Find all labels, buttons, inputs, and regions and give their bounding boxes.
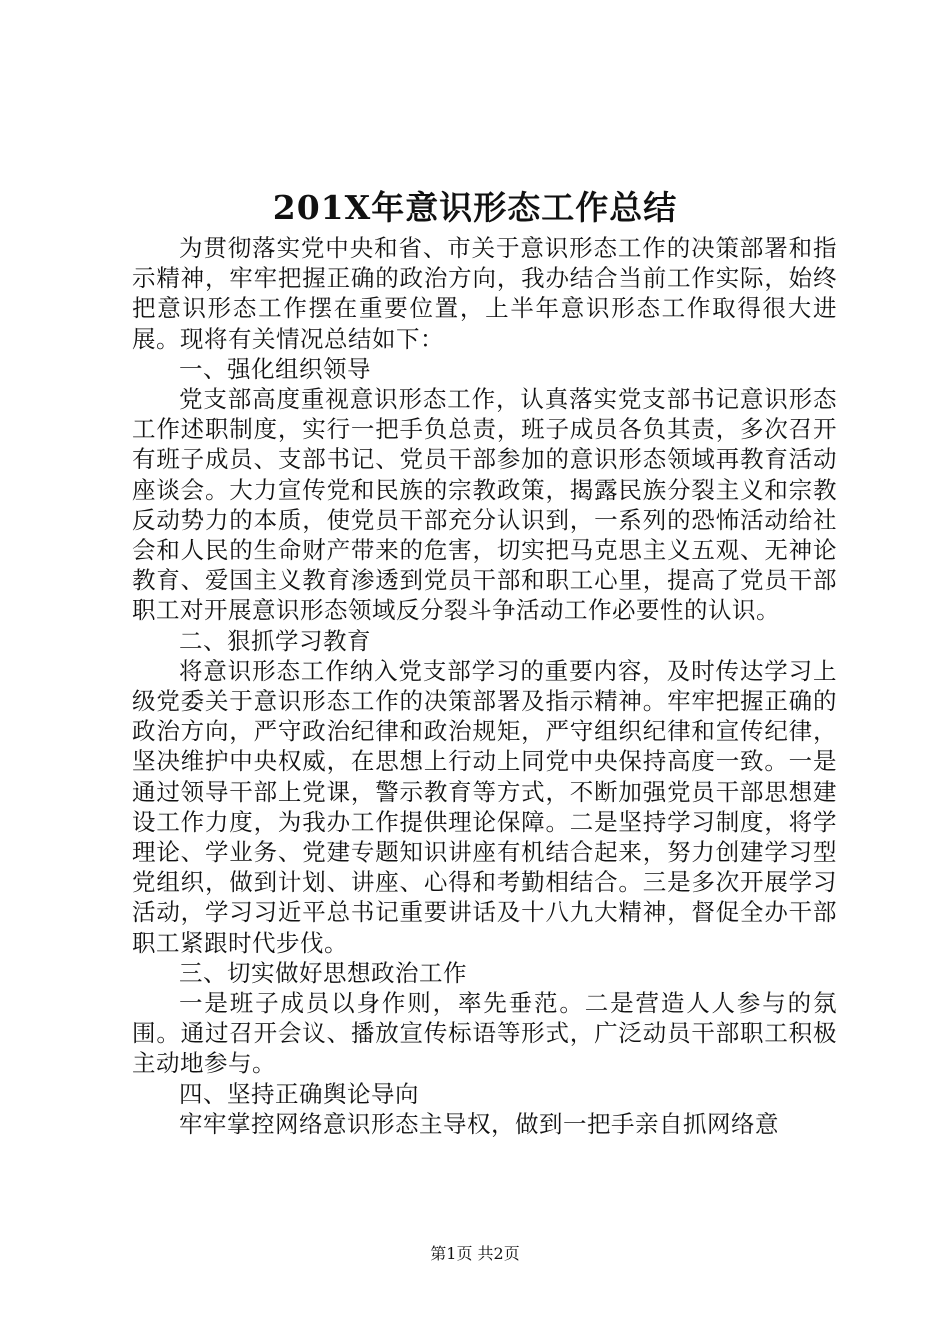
page-footer: 第1页 共2页 (430, 1244, 520, 1263)
section-heading-1: 一、强化组织领导 (179, 354, 371, 383)
section-3-paragraph: 一是班子成员以身作则，率先垂范。二是营造人人参与的氛围。通过召开会议、播放宣传标语等形式，广泛动员干部职工积极主动地参与。 (132, 989, 837, 1078)
intro-paragraph: 为贯彻落实党中央和省、市关于意识形态工作的决策部署和指示精神，牢牢把握正确的政治方向，我办结合当前工作实际，始终把意识形态工作摆在重要位置，上半年意识形态工作取得很大进展。现将有关情况总结如下： (132, 234, 837, 353)
document-title: 201X年意识形态工作总结 (272, 188, 678, 227)
section-heading-4: 四、坚持正确舆论导向 (179, 1079, 419, 1108)
section-heading-2: 二、狠抓学习教育 (179, 626, 371, 655)
section-2-paragraph: 将意识形态工作纳入党支部学习的重要内容，及时传达学习上级党委关于意识形态工作的决策部署及指示精神。牢牢把握正确的政治方向，严守政治纪律和政治规矩，严守组织纪律和宣传纪律，坚决维护中央权威，在思想上行动上同党中央保持高度一致。一是通过领导干部上党课，警示教育等方式，不断加强党员干部思想建设工作力度，为我办工作提供理论保障。二是坚持学习制度，将学理论、学业务、党建专题知识讲座有机结合起来，努力创建学习型党组织，做到计划、讲座、心得和考勤相结合。三是多次开展学习活动，学习习近平总书记重要讲话及十八九大精神，督促全办干部职工紧跟时代步伐。 (132, 656, 837, 957)
document-body (132, 233, 837, 1139)
section-4-paragraph: 牢牢掌控网络意识形态主导权，做到一把手亲自抓网络意 (179, 1109, 779, 1138)
section-heading-3: 三、切实做好思想政治工作 (179, 958, 467, 987)
section-1-paragraph: 党支部高度重视意识形态工作，认真落实党支部书记意识形态工作述职制度，实行一把手负总责，班子成员各负其责，多次召开有班子成员、支部书记、党员干部参加的意识形态领域再教育活动座谈会。大力宣传党和民族的宗教政策，揭露民族分裂主义和宗教反动势力的本质，使党员干部充分认识到，一系列的恐怖活动给社会和人民的生命财产带来的危害，切实把马克思主义五观、无神论教育、爱国主义教育渗透到党员干部和职工心里，提高了党员干部职工对开展意识形态领域反分裂斗争活动工作必要性的认识。 (132, 385, 837, 625)
